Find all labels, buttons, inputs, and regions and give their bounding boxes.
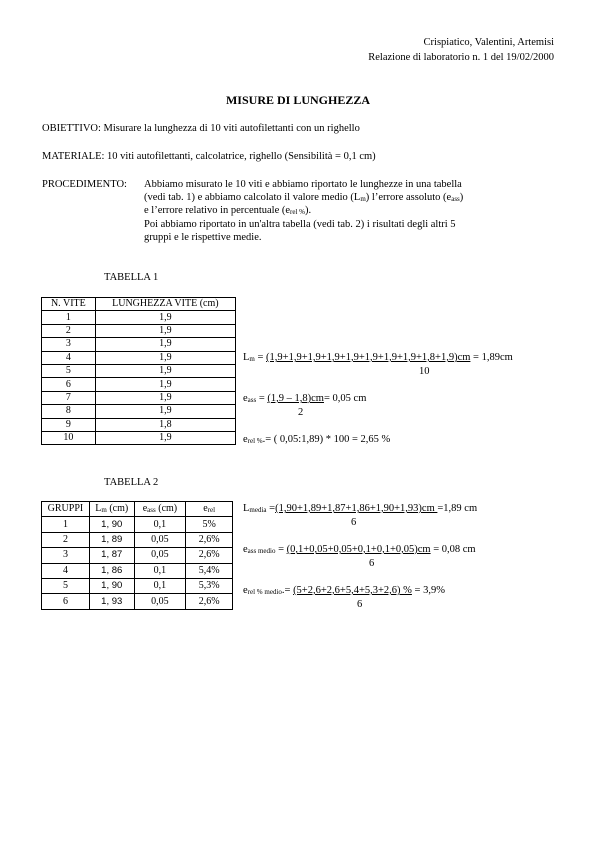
group-cell: 3 bbox=[42, 548, 90, 563]
vite-number-cell: 5 bbox=[42, 364, 96, 377]
vite-length-cell: 1,9 bbox=[95, 351, 235, 364]
table-row bbox=[42, 391, 236, 404]
group-cell: 4 bbox=[42, 563, 90, 578]
eass-denominator: 2 bbox=[298, 407, 304, 418]
eass-cell: 0,05 bbox=[134, 594, 186, 609]
table-row bbox=[42, 311, 236, 324]
lmedia-formula: $L_{media} =(1,90+1,89+1,87+1,86+1,90+1,93)cm =1,89$ cm bbox=[243, 503, 478, 514]
vite-length-cell: 1,9 bbox=[95, 324, 235, 337]
erel-cell: 2,6% bbox=[186, 532, 233, 547]
procedimento-line4: Poi abbiamo riportato in un'altra tabella (vedi tab. 2) i risultati degli altri 5 bbox=[144, 219, 456, 230]
table2-caption: TABELLA 2 bbox=[104, 477, 159, 488]
group-cell: 1 bbox=[42, 517, 90, 532]
table-row bbox=[42, 378, 236, 391]
table2 bbox=[41, 501, 233, 610]
table-row bbox=[42, 578, 233, 593]
vite-length-cell: 1,9 bbox=[95, 405, 235, 418]
table-row bbox=[42, 548, 233, 563]
lm-cell: 1, 87 bbox=[89, 548, 134, 563]
erel-medio-formula: $e_{rel \% medio}.= (5+2,6+2,6+5,4+5,3+2,6)$ % = 3,9% bbox=[243, 585, 445, 596]
materiale-text: MATERIALE: 10 viti autofilettanti, calcolatrice, righello (Sensibilità = 0,1 cm) bbox=[42, 151, 376, 162]
table1-header: N. VITE bbox=[42, 298, 96, 311]
eass-cell: 0,1 bbox=[134, 563, 186, 578]
table2-header-lm: $L_m$ (cm) bbox=[89, 502, 134, 517]
table-row bbox=[42, 532, 233, 547]
group-cell: 6 bbox=[42, 594, 90, 609]
erel-medio-denominator: 6 bbox=[357, 599, 363, 610]
procedimento-line2: (vedi tab. 1) e abbiamo calcolato il valore medio $(L_m)$ l’errore assoluto $(e_{ass})$ bbox=[144, 192, 464, 203]
table-row bbox=[42, 431, 236, 444]
vite-number-cell: 7 bbox=[42, 391, 96, 404]
lm-cell: 1, 90 bbox=[89, 517, 134, 532]
erel-formula: $e_{rel \%}.=$ ( 0,05:1,89) * 100 = 2,65 % bbox=[243, 434, 391, 445]
table-row bbox=[42, 418, 236, 431]
lm-cell: 1, 89 bbox=[89, 532, 134, 547]
authors: Crispiatico, Valentini, Artemisi bbox=[423, 37, 554, 48]
procedimento-label: PROCEDIMENTO: bbox=[42, 179, 127, 190]
eass-formula: $e_{ass} = (1,9 - 1,8)cm= 0,05$ cm bbox=[243, 393, 367, 404]
table-row bbox=[42, 351, 236, 364]
page-title: MISURE DI LUNGHEZZA bbox=[225, 93, 371, 107]
vite-number-cell: 10 bbox=[42, 431, 96, 444]
vite-number-cell: 9 bbox=[42, 418, 96, 431]
table-row bbox=[42, 324, 236, 337]
lm-cell: 1, 90 bbox=[89, 578, 134, 593]
eass-cell: 0,05 bbox=[134, 548, 186, 563]
vite-length-cell: 1,9 bbox=[95, 431, 235, 444]
vite-number-cell: 3 bbox=[42, 338, 96, 351]
table1-caption: TABELLA 1 bbox=[104, 272, 159, 283]
lm-formula: $L_m = (1,9+1,9+1,9+1,9+1,9+1,9+1,9+1,9+1,8+1,9)cm = 1,89cm$ bbox=[243, 352, 513, 363]
vite-length-cell: 1,9 bbox=[95, 338, 235, 351]
eass-medio-formula: $e_{ass medio} = (0,1+0,05+0,05+0,1+0,1+0,05)cm = 0,08$ cm bbox=[243, 544, 476, 555]
table1 bbox=[41, 297, 236, 445]
vite-length-cell: 1,8 bbox=[95, 418, 235, 431]
erel-cell: 2,6% bbox=[186, 594, 233, 609]
lm-cell: 1, 93 bbox=[89, 594, 134, 609]
obiettivo-text: OBIETTIVO: Misurare la lunghezza di 10 viti autofilettanti con un righello bbox=[42, 123, 360, 134]
procedimento-line3: e l’errore relativo in percentuale $(e_{rel \%})$. bbox=[144, 205, 312, 216]
table2-header-row bbox=[42, 502, 233, 517]
vite-number-cell: 6 bbox=[42, 378, 96, 391]
procedimento-line1: Abbiamo misurato le 10 viti e abbiamo riportato le lunghezze in una tabella bbox=[144, 179, 462, 190]
erel-cell: 5% bbox=[186, 517, 233, 532]
vite-number-cell: 4 bbox=[42, 351, 96, 364]
lmedia-denominator: 6 bbox=[351, 517, 357, 528]
lm-denominator: 10 bbox=[419, 366, 430, 377]
vite-length-cell: 1,9 bbox=[95, 378, 235, 391]
table-row bbox=[42, 517, 233, 532]
group-cell: 2 bbox=[42, 532, 90, 547]
table-row bbox=[42, 338, 236, 351]
eass-cell: 0,05 bbox=[134, 532, 186, 547]
table-row bbox=[42, 405, 236, 418]
eass-cell: 0,1 bbox=[134, 517, 186, 532]
vite-number-cell: 1 bbox=[42, 311, 96, 324]
table2-header-eass: $e_{ass}$ (cm) bbox=[134, 502, 186, 517]
procedimento-line5: gruppi e le rispettive medie. bbox=[144, 232, 262, 243]
table1-header: LUNGHEZZA VITE (cm) bbox=[95, 298, 235, 311]
report-info: Relazione di laboratorio n. 1 del 19/02/2000 bbox=[368, 52, 554, 63]
group-cell: 5 bbox=[42, 578, 90, 593]
table1-header-row bbox=[42, 298, 236, 311]
table-row bbox=[42, 563, 233, 578]
vite-length-cell: 1,9 bbox=[95, 311, 235, 324]
vite-length-cell: 1,9 bbox=[95, 364, 235, 377]
table2-header-erel: $e_{rel}$ bbox=[186, 502, 233, 517]
eass-medio-denominator: 6 bbox=[369, 558, 375, 569]
erel-cell: 5,4% bbox=[186, 563, 233, 578]
table-row bbox=[42, 364, 236, 377]
lm-cell: 1, 86 bbox=[89, 563, 134, 578]
vite-number-cell: 8 bbox=[42, 405, 96, 418]
erel-cell: 2,6% bbox=[186, 548, 233, 563]
erel-cell: 5,3% bbox=[186, 578, 233, 593]
vite-number-cell: 2 bbox=[42, 324, 96, 337]
table-row bbox=[42, 594, 233, 609]
eass-cell: 0,1 bbox=[134, 578, 186, 593]
vite-length-cell: 1,9 bbox=[95, 391, 235, 404]
table2-header-gruppi: GRUPPI bbox=[42, 502, 90, 517]
